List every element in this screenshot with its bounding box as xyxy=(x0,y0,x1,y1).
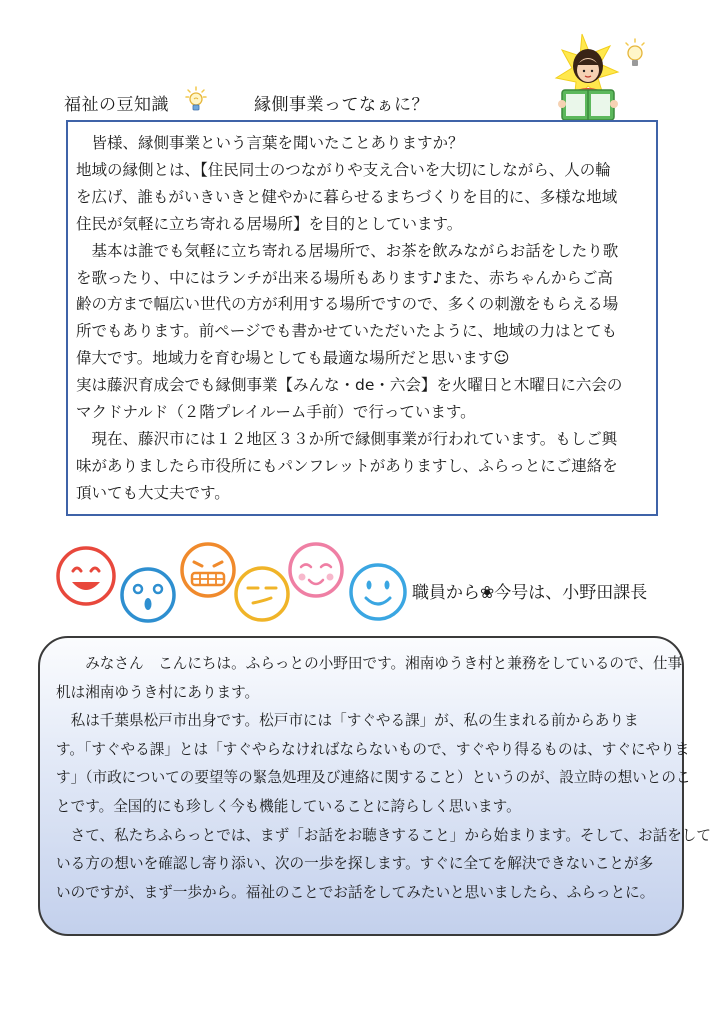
smile-face-icon xyxy=(351,565,405,619)
section2-line: いる方の想いを確認し寄り添い、次の一歩を探します。すぐに全てを解決できないことが多 xyxy=(56,855,654,873)
section2-line: とです。全国的にも珍しく今も機能していることに誇らしく思います。 xyxy=(56,797,521,815)
section1-line: 齢の方まで幅広い世代の方が利用する場所ですので、多くの刺激をもらえる場 xyxy=(76,295,619,314)
section2-line: みなさん こんにちは。ふらっとの小野田です。湘南ゆうき村と兼務をしているので、仕事 xyxy=(85,655,683,672)
lightbulb-icon xyxy=(185,86,207,114)
section1-line: 地域の縁側とは、【住民同士のつながりや支え合いを大切にしながら、人の輪 xyxy=(76,160,611,179)
section1-line: 住民が気軽に立ち寄れる居場所】を目的としています。 xyxy=(76,214,463,233)
section1-line: 味がありましたら市役所にもパンフレットがありますし、ふらっとにご連絡を xyxy=(76,456,618,475)
section1-line: を広げ、誰もがいきいきと健やかに暮らせるまちづくりを目的に、多様な地域 xyxy=(76,187,618,206)
content-face-icon xyxy=(290,544,342,596)
smiley-faces-row xyxy=(48,540,418,624)
idea-lightbulb-icon xyxy=(622,38,648,72)
section1-line: 皆様、縁側事業という言葉を聞いたことありますか？ xyxy=(91,134,464,152)
section1-body xyxy=(76,130,656,507)
laughing-face-icon xyxy=(58,548,114,604)
section2-line: さて、私たちふらっとでは、まず「お話をお聴きすること」から始まります。そして、お話をして xyxy=(70,826,711,844)
section1-line: 基本は誰でも気軽に立ち寄れる居場所で、お茶を飲みながらお話をしたり歌 xyxy=(91,241,619,260)
section2-label: 職員から❀今号は、小野田課長 xyxy=(412,583,648,603)
section1-title: 福祉の豆知識 xyxy=(64,95,169,115)
section2-body xyxy=(56,650,711,907)
section2-line: 机は湘南ゆうき村にあります。 xyxy=(56,683,260,701)
section2-line: 私は千葉県松戸市出身です。松戸市には「すぐやる課」が、私の生まれる前からありま xyxy=(70,712,639,730)
section1-line: 実は藤沢育成会でも縁側事業【みんな・de・六会】を火曜日と木曜日に六会の xyxy=(76,376,623,395)
section2-line: す」（市政についての要望等の緊急処理及び連絡に関すること）というのが、設立時の想いとのこ xyxy=(56,769,691,787)
section1-line: を歌ったり、中にはランチが出来る場所もあります♪また、赤ちゃんからご高 xyxy=(76,268,613,287)
section2-line: いのですが、まず一歩から。福祉のことでお話をしてみたいと思いましたら、ふらっとに。 xyxy=(56,883,655,901)
section1-subtitle: 縁側事業ってなぁに？ xyxy=(254,95,429,115)
section1-line: 所でもあります。前ページでも書かせていただいたように、地域の力はとても xyxy=(76,322,617,341)
grimace-face-icon xyxy=(182,544,234,596)
section2-line: す。「すぐやる課」とは「すぐやらなければならないもので、すぐやり得るものは、すぐにやりま xyxy=(56,740,690,758)
surprised-face-icon xyxy=(122,569,174,621)
smirk-face-icon xyxy=(236,568,288,620)
section1-line: 現在、藤沢市には１２地区３３か所で縁側事業が行われています。もしご興 xyxy=(91,429,618,448)
section1-line: 頂いても大丈夫です。 xyxy=(76,483,230,502)
section1-line: マクドナルド（２階プレイルーム手前）で行っています。 xyxy=(76,403,476,422)
section1-line: 偉大です。地域力を育む場としても最適な場所だと思います☺ xyxy=(76,349,510,368)
